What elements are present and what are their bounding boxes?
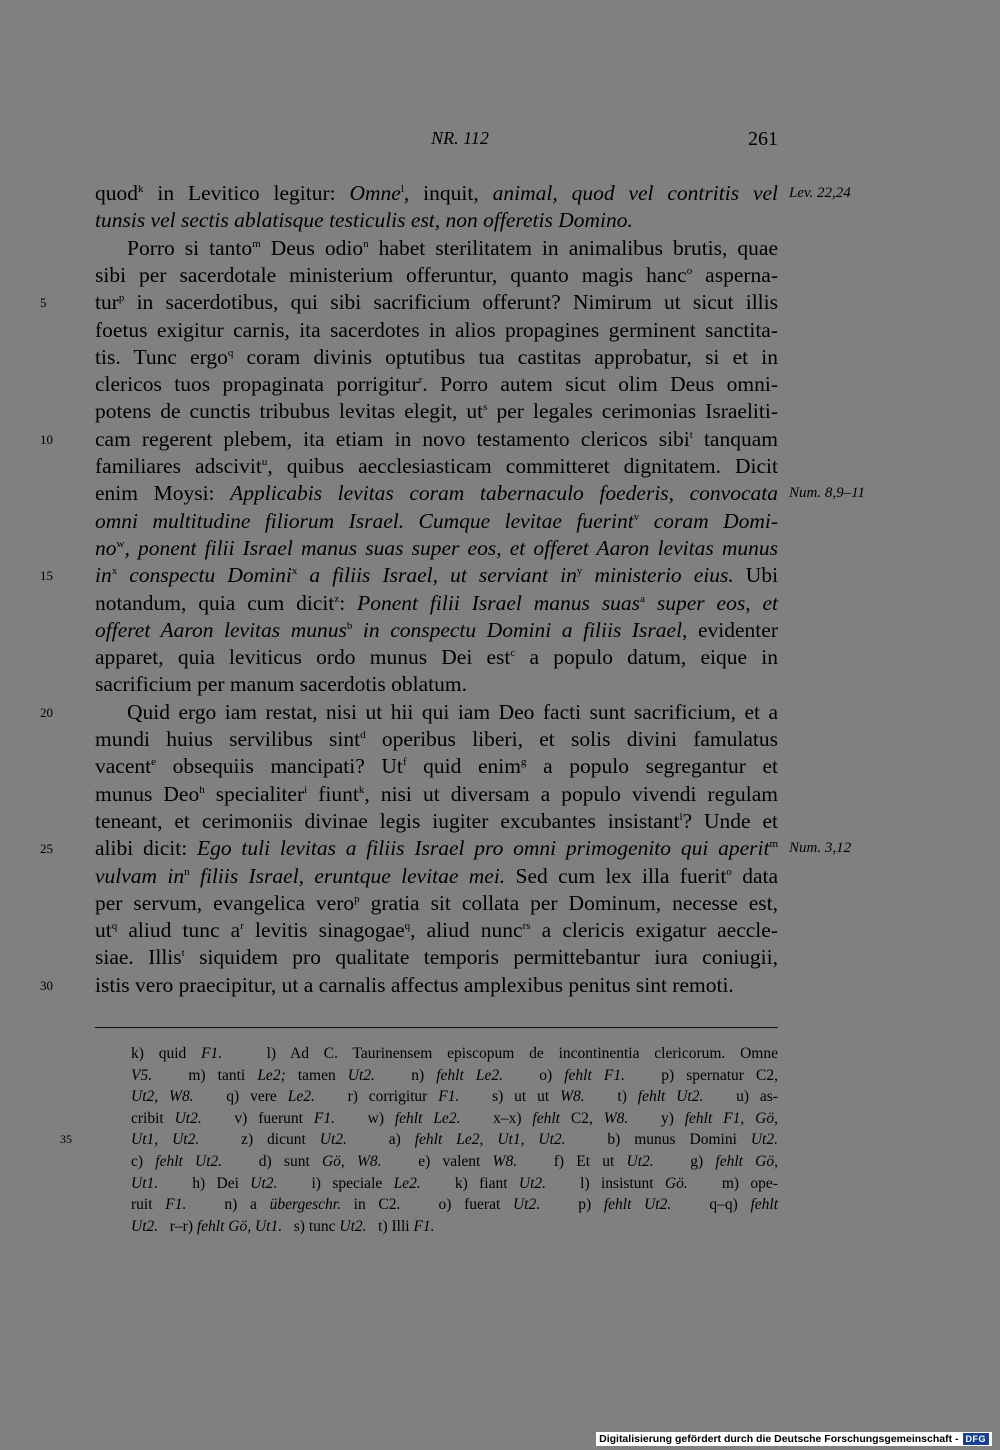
footnote-line: V5. m) tanti Le2; tamen Ut2. n) fehlt Le2. o) fehlt F1. p) spernatur C2, <box>131 1066 778 1084</box>
text-line: vacent$^e$ obsequiis mancipati? Ut$^f$ quid enim$^g$ a populo segregantur et <box>95 754 778 779</box>
footnote-rule <box>95 1027 778 1028</box>
footnote-line: Ut2, W8. q) vere Le2. r) corrigitur F1. s) ut ut W8. t) fehlt Ut2. u) as- <box>131 1088 778 1106</box>
text-line: offeret Aaron levitas munus$^b$ in conspectu Domini a filiis Israel, evidenter <box>95 617 778 642</box>
text-line: quod$^k$ in Levitico legitur: Omne$^l$, inquit, animal, quod vel contritis vel <box>95 181 778 205</box>
text-line: $no^w$, ponent filii Israel manus suas super eos, et offeret Aaron levitas munus <box>95 535 778 560</box>
text-line: tis. Tunc ergo$^q$ coram divinis optutibus tua castitas approbatur, si et in <box>95 344 778 369</box>
text-line: Porro si tanto$^m$ Deus odio$^n$ habet sterilitatem in animalibus brutis, quae <box>127 235 778 260</box>
text-line: teneant, et cerimoniis divinae legis iugiter excubantes insistant$^l$? Unde et <box>95 808 778 833</box>
footnote-line: ruit F1. n) a übergeschr. in C2. o) fuerat Ut2. p) fehlt Ut2. q–q) fehlt <box>131 1196 779 1214</box>
text-line: per servum, evangelica vero$^p$ gratia sit collata per Dominum, necesse est, <box>95 890 778 915</box>
line-number: 15 <box>40 568 53 584</box>
text-line: $in^x$ conspectu Domini$^x$ a filiis Israel, ut serviant $in^y$ ministerio eius. Ubi <box>95 563 779 588</box>
footnote-line: Ut2. r–r) fehlt Gö, Ut1. s) tunc Ut2. t) Illi F1. <box>131 1217 435 1235</box>
margin-reference: Num. 3,12 <box>789 840 852 857</box>
line-number: 5 <box>40 295 47 311</box>
margin-reference: Lev. 22,24 <box>789 185 851 201</box>
text-line: mundi huius servilibus sint$^d$ operibus liberi, et solis divini famulatus <box>95 727 778 751</box>
margin-reference: Num. 8,9–11 <box>789 485 865 502</box>
dfg-logo: DFG <box>963 1433 990 1445</box>
text-line: sacrificium per manum sacerdotis oblatum. <box>95 672 467 697</box>
text-line: tunsis vel sectis ablatisque testiculis est, non offeretis Domino. <box>95 208 633 233</box>
text-line: notandum, quia cum dicit$^z$: Ponent filii Israel manus suas$^a$ super eos, et <box>95 590 778 615</box>
text-line: cam regerent plebem, ita etiam in novo testamento clericos sibi$^t$ tanquam <box>95 426 778 451</box>
page-header-left: NR. 112 <box>431 128 489 148</box>
page-footer <box>596 1432 992 1446</box>
text-line: $ut^q$ aliud tunc $a^r$ levitis sinagogae$^q$, aliud nunc$^{rs}$ a clericis exigatur aeccle- <box>95 918 778 943</box>
text-line: Quid ergo iam restat, nisi ut hii qui iam Deo facti sunt sacrificium, et a <box>127 699 778 724</box>
text-line: sibi per sacerdotale ministerium offeruntur, quanto magis hanc$^o$ asperna- <box>95 262 778 287</box>
text-line: clericos tuos propaginata porrigitur$^r$. Porro autem sicut olim Deus omni- <box>95 372 778 397</box>
line-number: 20 <box>40 704 53 720</box>
page-number: 261 <box>748 128 778 150</box>
text-line: familiares adscivit$^u$, quibus aecclesiasticam committeret dignitatem. Dicit <box>95 454 778 478</box>
text-line: enim Moysi: Applicabis levitas coram tabernaculo foederis, convocata <box>95 481 778 506</box>
footnote-line: cribit Ut2. v) fuerunt F1. w) fehlt Le2. x–x) fehlt C2, W8. y) fehlt F1, Gö, <box>131 1109 778 1127</box>
line-number: 25 <box>40 841 53 857</box>
text-line: potens de cunctis tribubus levitas elegit, $ut^s$ per legales cerimonias Israeliti- <box>95 399 779 424</box>
text-line: istis vero praecipitur, ut a carnalis affectus amplexibus penitus sint remoti. <box>95 972 734 997</box>
text-line: omni multitudine filiorum Israel. Cumque levitae fuerint$^v$ coram Domi- <box>95 508 779 533</box>
text-line: foetus exigitur carnis, ita sacerdotes in alios propagines germinent sanctita- <box>95 317 778 342</box>
line-number: 30 <box>40 977 53 993</box>
footnote-line-number: 35 <box>60 1132 72 1147</box>
text-line: siae. Illis$^t$ siquidem pro qualitate temporis permittebantur iura coniugii, <box>95 945 778 970</box>
footnote-line: Ut1, Ut2. z) dicunt Ut2. a) fehlt Le2, Ut1, Ut2. b) munus Domini Ut2. <box>131 1131 778 1149</box>
footnote-line: k) quid F1. l) Ad C. Taurinensem episcopum de incontinentia clericorum. Omne <box>131 1045 778 1062</box>
line-number: 10 <box>40 431 53 447</box>
text-line: tur$^p$ in sacerdotibus, qui sibi sacrificium offerunt? Nimirum ut sicut illis <box>95 290 778 315</box>
footnote-line: c) fehlt Ut2. d) sunt Gö, W8. e) valent W8. f) Et ut Ut2. g) fehlt Gö, <box>131 1153 779 1170</box>
text-line: munus Deo$^h$ specialiter$^i$ fiunt$^k$, nisi ut diversam a populo vivendi regulam <box>95 781 778 806</box>
text-line: vulvam $in^n$ filiis Israel, eruntque levitae mei. Sed cum lex illa fuerit$^o$ data <box>95 863 779 888</box>
footer-text: Digitalisierung gefördert durch die Deutsche Forschungsgemeinschaft - <box>599 1433 959 1445</box>
text-line: apparet, quia leviticus ordo munus Dei est$^c$ a populo datum, eique in <box>95 645 778 670</box>
text-line: alibi dicit: Ego tuli levitas a filiis Israel pro omni primogenito qui aperit$^m$ <box>95 836 778 861</box>
footnote-line: Ut1. h) Dei Ut2. i) speciale Le2. k) fiant Ut2. l) insistunt Gö. m) ope- <box>131 1174 778 1192</box>
